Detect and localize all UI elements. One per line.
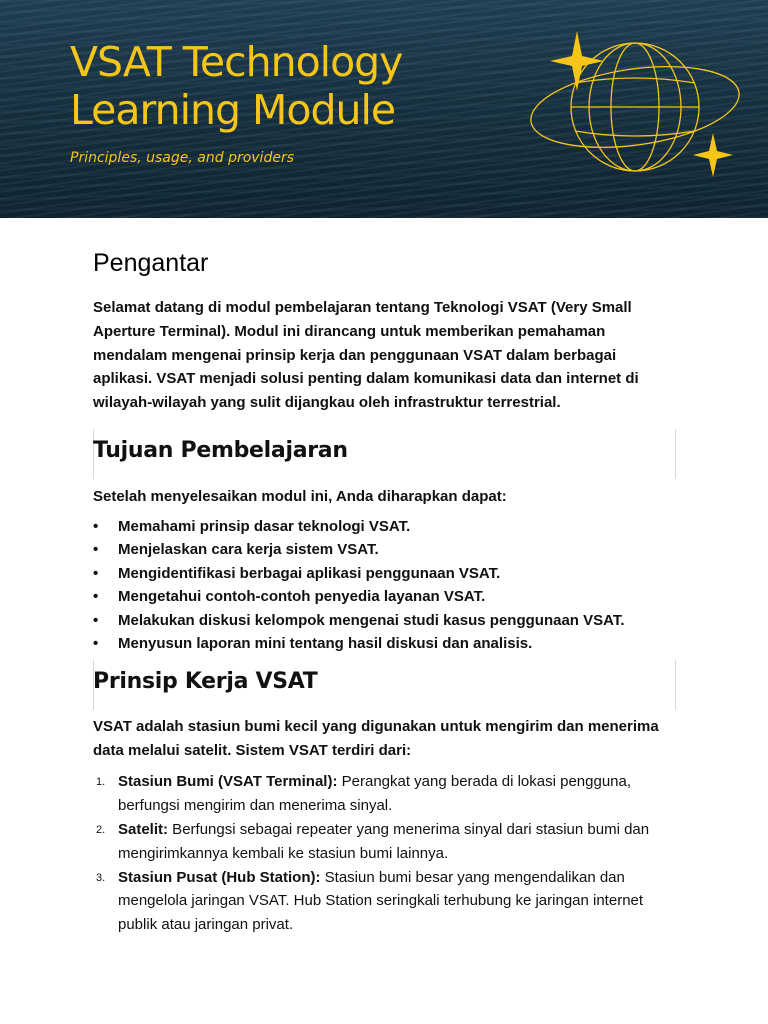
objective-text: Mengidentifikasi berbagai aplikasi penggunaan VSAT.: [118, 564, 501, 582]
list-item: [93, 770, 676, 818]
objectives-lead: Setelah menyelesaikan modul ini, Anda diharapkan dapat:: [93, 487, 507, 505]
components-list: [93, 770, 676, 937]
module-title: [70, 38, 402, 134]
objectives-list: [93, 515, 676, 656]
globe-with-sparkles-icon: [525, 25, 755, 185]
component-term: Stasiun Pusat (Hub Station):: [118, 868, 321, 886]
list-item: [93, 632, 676, 656]
objective-text: Melakukan diskusi kelompok mengenai studi kasus penggunaan VSAT.: [118, 611, 625, 629]
component-description: Stasiun bumi besar yang mengendalikan dan mengelola jaringan VSAT. Hub Station seringkali terhubung ke jaringan internet publik atau jaringan privat.: [118, 868, 644, 934]
bullet-marker: •: [93, 564, 99, 582]
list-item: [93, 866, 676, 937]
objectives-heading-text: Tujuan Pembelajaran: [93, 437, 348, 463]
module-subtitle: Principles, usage, and providers: [70, 150, 294, 166]
list-item: [93, 818, 676, 866]
module-title-line-2: Learning Module: [70, 86, 396, 134]
module-content: [93, 240, 676, 937]
header-banner: [0, 0, 768, 218]
bullet-marker: •: [93, 635, 99, 653]
objective-text: Memahami prinsip dasar teknologi VSAT.: [118, 517, 411, 535]
list-item: [93, 538, 676, 562]
list-item: [93, 609, 676, 633]
objectives-heading: [93, 429, 676, 479]
list-number: 3.: [96, 871, 106, 884]
objective-text: Mengetahui contoh-contoh penyedia layanan VSAT.: [118, 588, 486, 606]
intro-heading: Pengantar: [93, 249, 209, 277]
list-number: 1.: [96, 776, 106, 789]
bullet-marker: •: [93, 541, 99, 559]
bullet-marker: •: [93, 588, 99, 606]
component-term: Stasiun Bumi (VSAT Terminal):: [118, 773, 338, 791]
list-item: [93, 562, 676, 586]
principles-heading: [93, 660, 676, 710]
component-description: Berfungsi sebagai repeater yang menerima sinyal dari stasiun bumi dan mengirimkannya kembali ke stasiun bumi lainnya.: [118, 820, 650, 862]
list-number: 2.: [96, 823, 106, 836]
principles-heading-text: Prinsip Kerja VSAT: [93, 668, 318, 694]
sparkle-icon: [550, 31, 604, 91]
principles-lead: VSAT adalah stasiun bumi kecil yang digunakan untuk mengirim dan menerima data melalui satelit. Sistem VSAT terdiri dari:: [93, 717, 659, 759]
objective-text: Menjelaskan cara kerja sistem VSAT.: [118, 541, 379, 559]
component-description: Perangkat yang berada di lokasi pengguna, berfungsi mengirim dan menerima sinyal.: [118, 773, 632, 815]
list-item: [93, 515, 676, 539]
list-item: [93, 585, 676, 609]
sparkle-small-icon: [693, 133, 733, 177]
intro-paragraph: Selamat datang di modul pembelajaran tentang Teknologi VSAT (Very Small Aperture Terminal). Modul ini dirancang untuk memberikan pemahaman mendalam mengenai prinsip kerja dan penggunaan VSAT dalam berbagai aplikasi. VSAT menjadi solusi penting dalam komunikasi data dan internet di wilayah-wilayah yang sulit dijangkau oleh infrastruktur terrestrial.: [93, 299, 639, 412]
bullet-marker: •: [93, 611, 99, 629]
component-term: Satelit:: [118, 820, 169, 838]
module-title-line-1: VSAT Technology: [70, 38, 403, 86]
bullet-marker: •: [93, 517, 99, 535]
objective-text: Menyusun laporan mini tentang hasil diskusi dan analisis.: [118, 635, 533, 653]
